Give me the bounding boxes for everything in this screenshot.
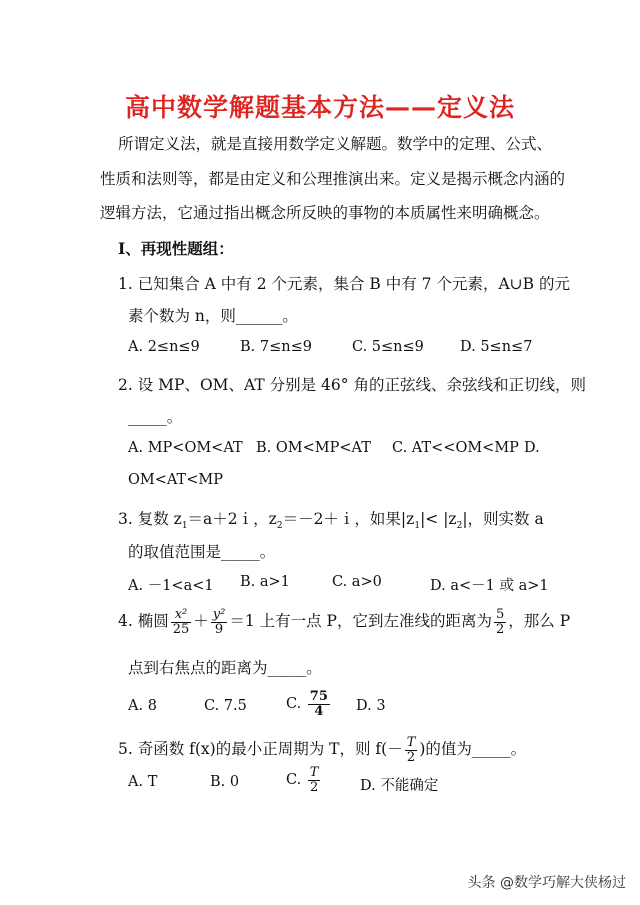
q5-option-b: B. 0 (210, 774, 240, 790)
q5-option-c: C. $\frac{T}{2}$ (286, 765, 319, 795)
q3-option-a: A. －1<a<1 (128, 578, 214, 594)
q5-fraction: $\frac{T}{2}$ (406, 735, 416, 765)
q2-option-d-text: OM<AT<MP (128, 472, 223, 488)
q4-line-2: 点到右焦点的距离为_____。 (128, 659, 322, 677)
q3-option-b: B. a>1 (240, 574, 290, 590)
page-title: 高中数学解题基本方法——定义法 (124, 93, 515, 122)
q4-fraction-x: $\frac{\text{x²}}{25}$ (172, 607, 190, 637)
q1-option-d: D. 5≤n≤7 (460, 339, 533, 355)
q4-option-c-fraction: $\frac{75}{4}$ (309, 689, 328, 719)
q1-option-a: A. 2≤n≤9 (128, 339, 200, 355)
intro-line-1: 所谓定义法，就是直接用数学定义解题。数学中的定理、公式、 (118, 135, 553, 153)
section-heading: Ⅰ、再现性题组： (118, 239, 234, 258)
q3-option-d: D. a<－1 或 a>1 (430, 578, 549, 594)
q3-option-c: C. a>0 (332, 574, 382, 590)
q3-line-1: 3. 复数 $z_1=a+2i$，$z_2=-2+i$，如果$|z_1|< |z_2|$，则实数 a (118, 510, 544, 532)
q1-option-c: C. 5≤n≤9 (352, 339, 424, 355)
q4-fraction-five-halves: $\frac{5}{2}$ (496, 607, 505, 637)
q2-line-2: _____。 (128, 408, 183, 426)
q5-option-a: A. T (128, 774, 158, 790)
q2-option-c: C. AT<<OM<MP (392, 440, 519, 456)
watermark: 头条 @数学巧解大侠杨过 (467, 875, 626, 891)
q4-option-c: C. $\frac{75}{4}$ (286, 689, 328, 719)
q4-fraction-y: $\frac{\text{y²}}{9}$ (212, 607, 226, 637)
q4-option-d: D. 3 (356, 698, 386, 714)
q2-option-b: B. OM<MP<AT (256, 440, 371, 456)
intro-line-3: 逻辑方法，它通过指出概念所反映的事物的本质属性来明确概念。 (100, 204, 550, 222)
q2-line-1: 2. 设 MP、OM、AT 分别是 46° 角的正弦线、余弦线和正切线，则 (118, 376, 586, 394)
q1-line-1: 1. 已知集合 A 中有 2 个元素，集合 B 中有 7 个元素，A∪B 的元 (118, 275, 570, 293)
intro-line-2: 性质和法则等，都是由定义和公理推演出来。定义是揭示概念内涵的 (100, 170, 566, 188)
q5-option-c-fraction: $\frac{T}{2}$ (309, 765, 319, 795)
q1-option-b: B. 7≤n≤9 (240, 339, 312, 355)
q2-option-a: A. MP<OM<AT (128, 440, 243, 456)
q2-option-d-label: D. (524, 440, 540, 456)
q4-line-1: 4. 椭圆 $\frac{\text{x²}}{25}$ ＋ $\frac{\text{y²}}{9}$ ＝1 上有一点 P，它到左准线的距离为 $\frac{5}{2}$ ，那么 P (118, 607, 571, 637)
q1-line-2: 素个数为 n，则______。 (128, 307, 298, 325)
q4-option-b: C. 7.5 (204, 698, 247, 714)
q4-option-a: A. 8 (128, 698, 157, 714)
q5-option-d: D. 不能确定 (360, 778, 439, 794)
q3-line-2: 的取值范围是_____。 (128, 543, 276, 561)
q5-line-1: 5. 奇函数 f(x)的最小正周期为 T，则 f(－ $\frac{T}{2}$ )的值为_____。 (118, 735, 527, 765)
